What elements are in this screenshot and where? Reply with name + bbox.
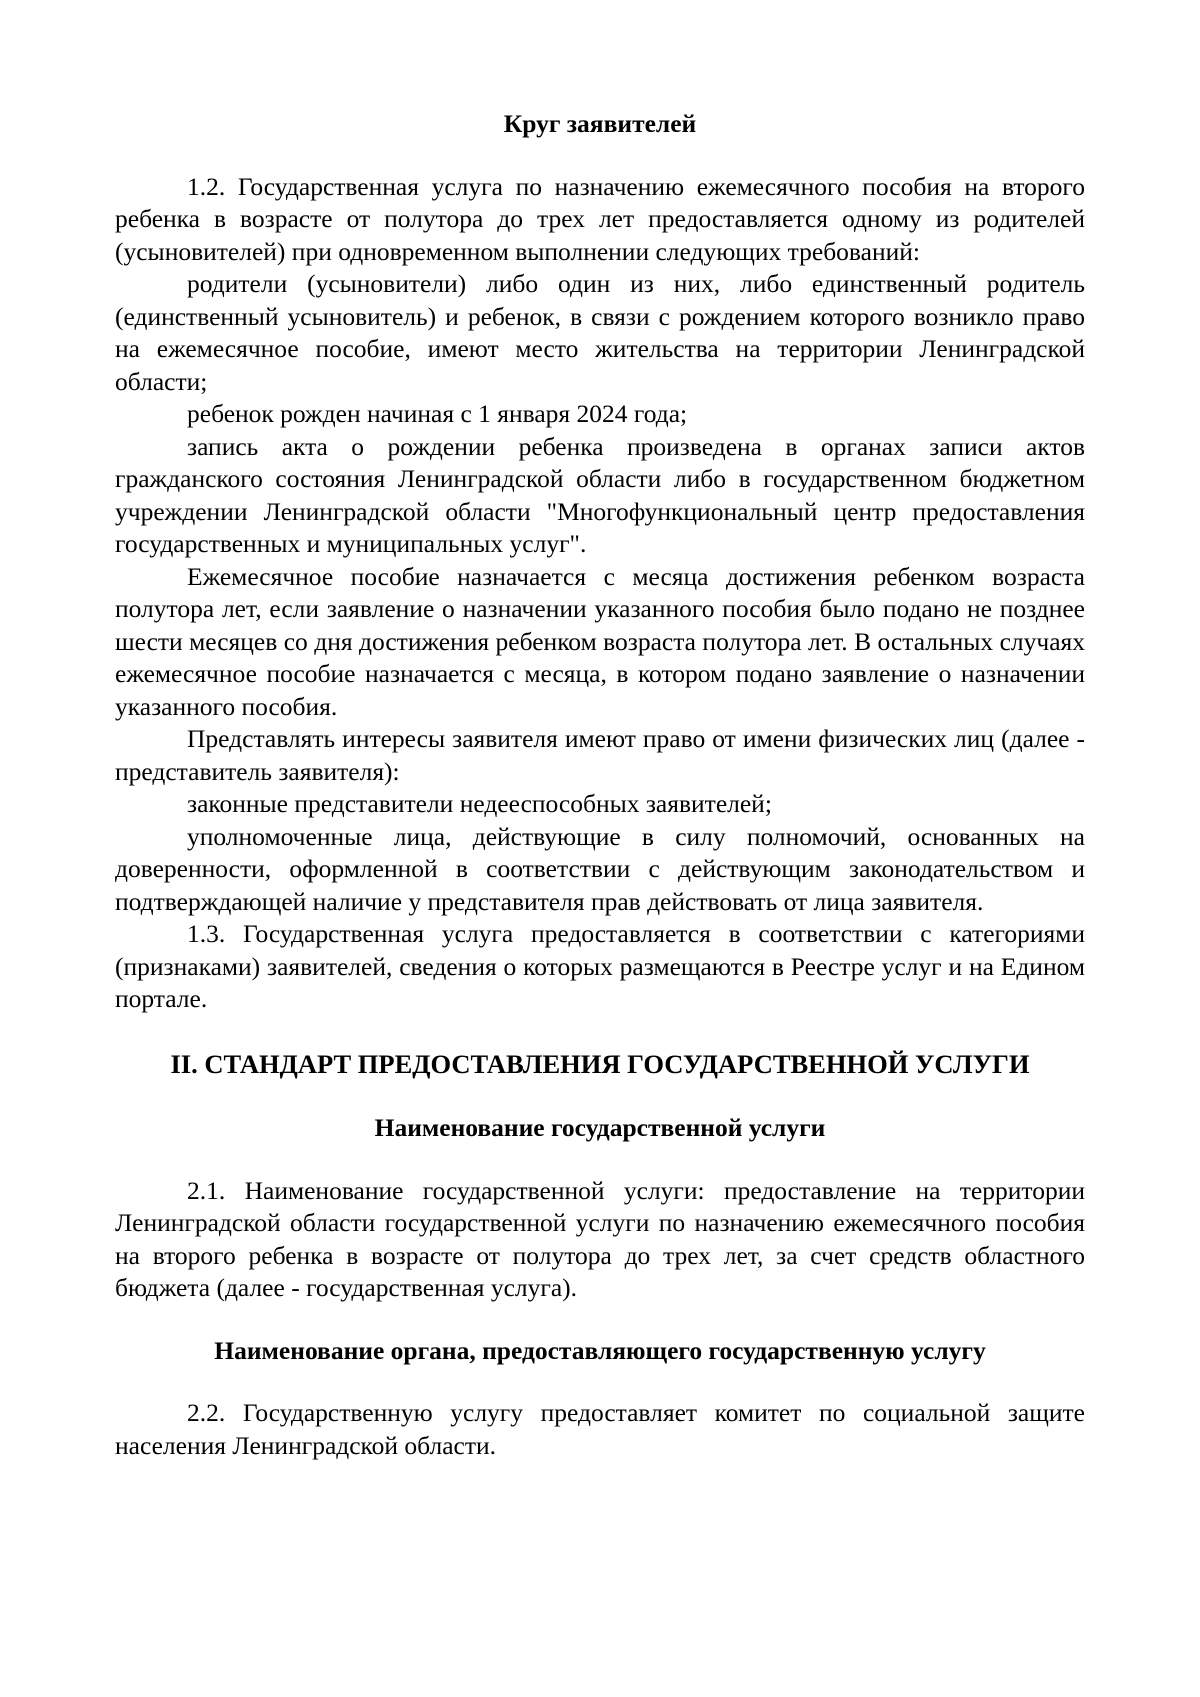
heading-applicants: Круг заявителей bbox=[503, 109, 697, 138]
paragraph-birth-date: ребенок рожден начиная с 1 января 2024 года; bbox=[187, 399, 688, 428]
paragraph-monthly-allowance: Ежемесячное пособие назначается с месяца достижения ребенком возраста полутора лет, если заявление о назначении указанного пособия было подано не позднее шести месяцев со дня достижения ребенком возраста полутора лет. В остальных случаях ежемесячное пособие назначается с месяца, в котором подано заявление о назначении указанного пособия. bbox=[115, 561, 1085, 721]
paragraph-2-2: 2.2. Государственную услугу предоставляет комитет по социальной защите населения Ленинградской области. bbox=[115, 1398, 1085, 1460]
paragraph-representatives: Представлять интересы заявителя имеют право от имени физических лиц (далее - представитель заявителя): bbox=[115, 724, 1085, 786]
document-page bbox=[115, 108, 1085, 1462]
paragraph-2-1: 2.1. Наименование государственной услуги: предоставление на территории Ленинградской области государственной услуги по назначению ежемесячного пособия на второго ребенка в возрасте от полутора до трех лет, за счет средств областного бюджета (далее - государственная услуга). bbox=[115, 1175, 1085, 1302]
paragraph-1-3: 1.3. Государственная услуга предоставляется в соответствии с категориями (признаками) заявителей, сведения о которых размещаются в Реестре услуг и на Едином портале. bbox=[115, 919, 1085, 1013]
paragraph-birth-record: запись акта о рождении ребенка произведена в органах записи актов гражданского состояния Ленинградской области либо в государственном бюджетном учреждении Ленинградской области "Многофункциональный центр предоставления государственных и муниципальных услуг". bbox=[115, 431, 1085, 558]
paragraph-authorized-persons: уполномоченные лица, действующие в силу полномочий, основанных на доверенности, оформленной в соответствии с действующим законодательством и подтверждающей наличие у представителя прав действовать от лица заявителя. bbox=[115, 821, 1085, 916]
paragraph-legal-representatives: законные представители недееспособных заявителей; bbox=[187, 789, 772, 818]
paragraph-1-2: 1.2. Государственная услуга по назначению ежемесячного пособия на второго ребенка в возрасте от полутора до трех лет предоставляется одному из родителей (усыновителей) при одновременном выполнении следующих требований: bbox=[115, 171, 1085, 266]
heading-service-name: Наименование государственной услуги bbox=[374, 1113, 826, 1142]
heading-service-provider: Наименование органа, предоставляющего государственную услугу bbox=[214, 1335, 986, 1365]
paragraph-residence: родители (усыновители) либо один из них, либо единственный родитель (единственный усыновитель) и ребенок, в связи с рождением которого возникло право на ежемесячное пособие, имеют место жительства на территории Ленинградской области; bbox=[115, 269, 1085, 396]
section-title-standard: II. СТАНДАРТ ПРЕДОСТАВЛЕНИЯ ГОСУДАРСТВЕННОЙ УСЛУГИ bbox=[170, 1048, 1030, 1079]
